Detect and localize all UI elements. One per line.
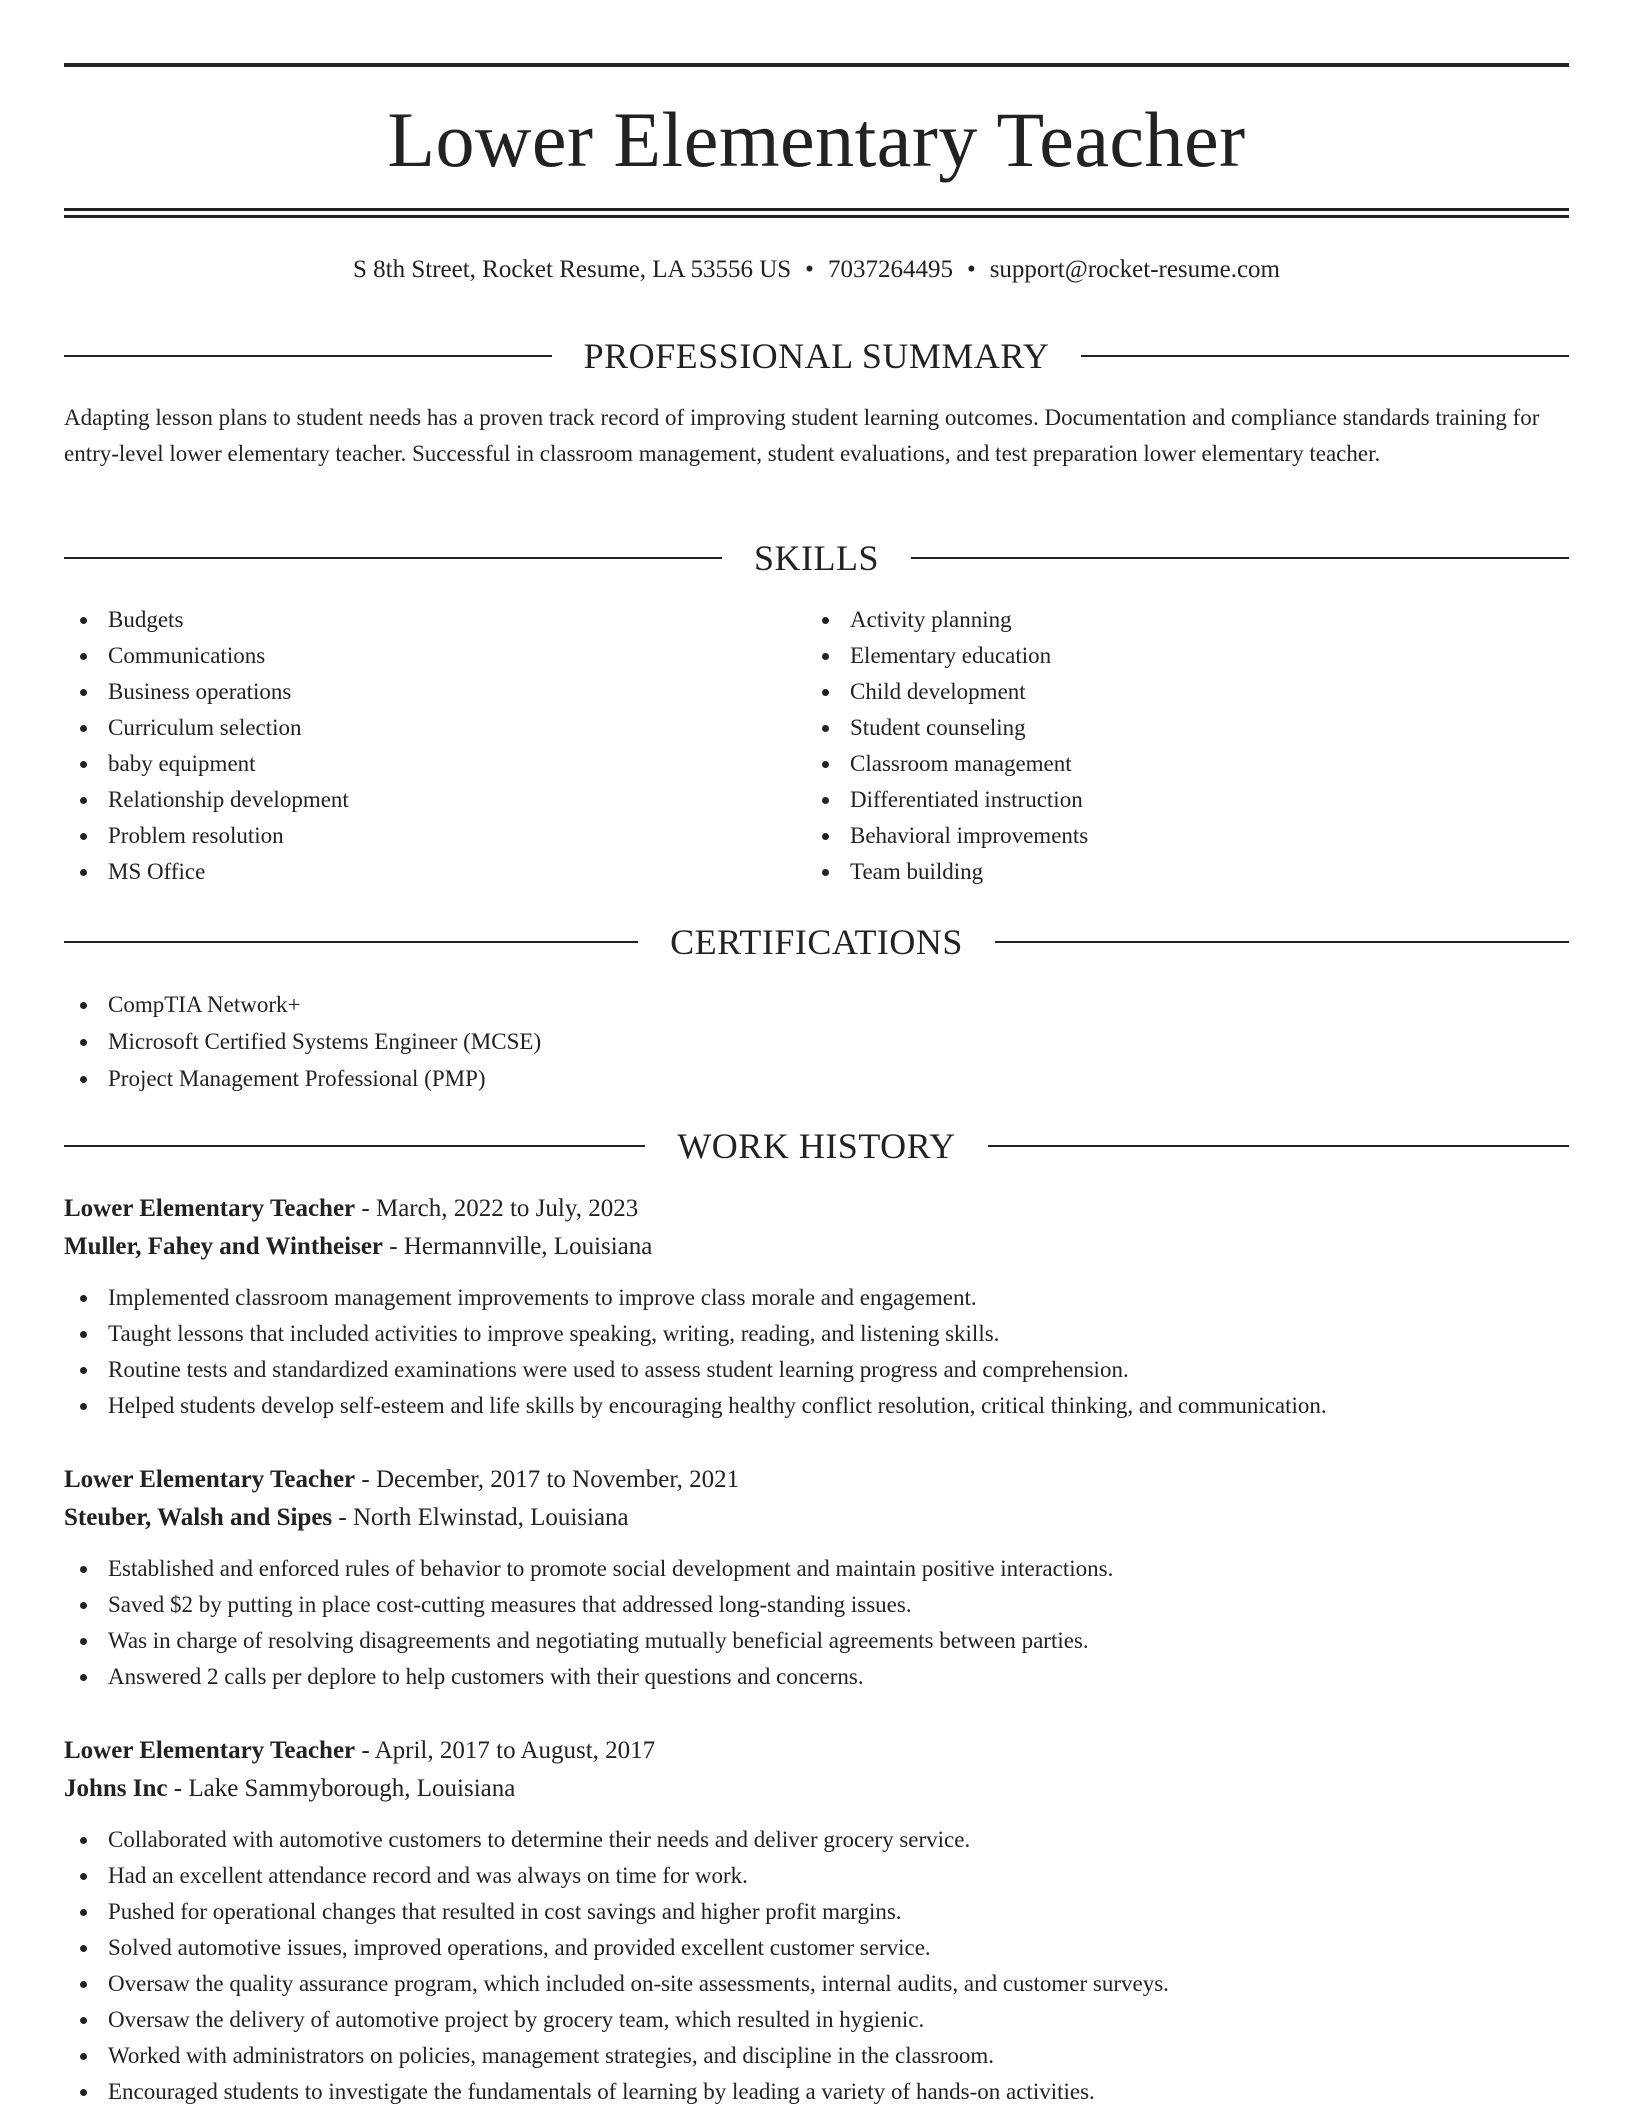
skill-item: Budgets xyxy=(64,602,764,638)
job-bullet: Encouraged students to investigate the fundamentals of learning by leading a variety of hands-on activities. xyxy=(64,2074,1569,2110)
divider-line xyxy=(64,557,722,559)
job-company: Muller, Fahey and Wintheiser xyxy=(64,1233,384,1260)
contact-email: support@rocket-resume.com xyxy=(989,256,1280,283)
section-title: PROFESSIONAL SUMMARY xyxy=(583,336,1050,376)
contact-separator: • xyxy=(805,256,814,283)
contact-phone: 7037264495 xyxy=(827,256,953,283)
header-double-rule xyxy=(64,208,1569,218)
job-role: Lower Elementary Teacher xyxy=(64,1466,356,1493)
job-bullet: Collaborated with automotive customers to determine their needs and deliver grocery service. xyxy=(64,1822,1569,1858)
skill-item: Student counseling xyxy=(806,710,1506,746)
job-company-line: Steuber, Walsh and Sipes - North Elwinstad, Louisiana xyxy=(64,1504,629,1531)
skill-item: Business operations xyxy=(64,674,764,710)
job-bullet: Oversaw the delivery of automotive project by grocery team, which resulted in hygienic. xyxy=(64,2002,1569,2038)
job-role: Lower Elementary Teacher xyxy=(64,1737,356,1764)
divider-line xyxy=(988,1145,1569,1147)
job-dates: April, 2017 to August, 2017 xyxy=(374,1737,656,1764)
job-company: Johns Inc xyxy=(64,1775,168,1802)
job-bullets xyxy=(64,1551,1569,1695)
skill-item: Curriculum selection xyxy=(64,710,764,746)
job-entry xyxy=(64,1190,1569,1424)
job-company-line: Muller, Fahey and Wintheiser - Hermannville, Louisiana xyxy=(64,1233,653,1260)
section-heading-skills xyxy=(64,533,1569,583)
job-bullet: Answered 2 calls per deplore to help customers with their questions and concerns. xyxy=(64,1659,1569,1695)
section-heading-summary xyxy=(64,331,1569,381)
job-role: Lower Elementary Teacher xyxy=(64,1195,356,1222)
skill-item: Differentiated instruction xyxy=(806,782,1506,818)
job-dates: March, 2022 to July, 2023 xyxy=(375,1195,639,1222)
section-title: CERTIFICATIONS xyxy=(670,922,963,962)
certification-item: Microsoft Certified Systems Engineer (MCSE) xyxy=(64,1023,1064,1060)
section-title: WORK HISTORY xyxy=(677,1126,956,1166)
skill-item: baby equipment xyxy=(64,746,764,782)
divider-line xyxy=(64,1145,645,1147)
skill-item: Team building xyxy=(806,854,1506,890)
job-bullet: Worked with administrators on policies, management strategies, and discipline in the classroom. xyxy=(64,2038,1569,2074)
job-location: Lake Sammyborough, Louisiana xyxy=(188,1775,516,1802)
summary-text: Adapting lesson plans to student needs has a proven track record of improving student learning outcomes. Documentation and compliance standards training for entry-level lower elementary teacher. Successful in classroom management, student evaluations, and test preparation lower elementary teacher. xyxy=(64,405,1540,466)
job-entry xyxy=(64,1732,1569,2110)
skill-item: Relationship development xyxy=(64,782,764,818)
skill-item: Communications xyxy=(64,638,764,674)
job-bullet: Established and enforced rules of behavior to promote social development and maintain positive interactions. xyxy=(64,1551,1569,1587)
header-top-rule xyxy=(64,63,1569,67)
certification-item: Project Management Professional (PMP) xyxy=(64,1060,1064,1097)
job-bullet: Implemented classroom management improvements to improve class morale and engagement. xyxy=(64,1280,1569,1316)
contact-address: S 8th Street, Rocket Resume, LA 53556 US xyxy=(353,256,792,283)
job-location: Hermannville, Louisiana xyxy=(403,1233,653,1260)
job-title-line: Lower Elementary Teacher - April, 2017 to August, 2017 xyxy=(64,1737,656,1764)
job-bullet: Taught lessons that included activities to improve speaking, writing, reading, and listening skills. xyxy=(64,1316,1569,1352)
skill-item: Child development xyxy=(806,674,1506,710)
job-location: North Elwinstad, Louisiana xyxy=(353,1504,629,1531)
skills-list-left xyxy=(64,602,764,890)
section-title: SKILLS xyxy=(754,538,880,578)
skill-item: Problem resolution xyxy=(64,818,764,854)
job-bullet: Solved automotive issues, improved operations, and provided excellent customer service. xyxy=(64,1930,1569,1966)
job-title-line: Lower Elementary Teacher - December, 2017 to November, 2021 xyxy=(64,1466,740,1493)
skill-item: Behavioral improvements xyxy=(806,818,1506,854)
divider-line xyxy=(911,557,1569,559)
job-company-line: Johns Inc - Lake Sammyborough, Louisiana xyxy=(64,1775,516,1802)
job-bullets xyxy=(64,1280,1569,1424)
contact-line xyxy=(64,252,1569,288)
job-dates: December, 2017 to November, 2021 xyxy=(375,1466,740,1493)
job-title-line: Lower Elementary Teacher - March, 2022 to July, 2023 xyxy=(64,1195,639,1222)
skill-item: Elementary education xyxy=(806,638,1506,674)
job-bullet: Pushed for operational changes that resulted in cost savings and higher profit margins. xyxy=(64,1894,1569,1930)
section-heading-certifications xyxy=(64,917,1569,967)
job-company: Steuber, Walsh and Sipes xyxy=(64,1504,333,1531)
job-bullet: Helped students develop self-esteem and life skills by encouraging healthy conflict resolution, critical thinking, and communication. xyxy=(64,1388,1569,1424)
job-bullet: Had an excellent attendance record and was always on time for work. xyxy=(64,1858,1569,1894)
job-bullet: Was in charge of resolving disagreements and negotiating mutually beneficial agreements between parties. xyxy=(64,1623,1569,1659)
job-bullets xyxy=(64,1822,1569,2110)
job-entry xyxy=(64,1461,1569,1695)
divider-line xyxy=(995,941,1569,943)
job-bullet: Oversaw the quality assurance program, which included on-site assessments, internal audits, and customer surveys. xyxy=(64,1966,1569,2002)
divider-line xyxy=(64,355,552,357)
skills-list-right xyxy=(806,602,1506,890)
job-bullet: Routine tests and standardized examinations were used to assess student learning progress and comprehension. xyxy=(64,1352,1569,1388)
certifications-list xyxy=(64,986,1064,1097)
skill-item: MS Office xyxy=(64,854,764,890)
resume-name: Lower Elementary Teacher xyxy=(387,96,1246,183)
certification-item: CompTIA Network+ xyxy=(64,986,1064,1023)
job-bullet: Saved $2 by putting in place cost-cutting measures that addressed long-standing issues. xyxy=(64,1587,1569,1623)
section-heading-work-history xyxy=(64,1121,1569,1171)
contact-separator: • xyxy=(966,256,976,283)
divider-line xyxy=(1081,355,1569,357)
skill-item: Classroom management xyxy=(806,746,1506,782)
divider-line xyxy=(64,941,638,943)
skill-item: Activity planning xyxy=(806,602,1506,638)
